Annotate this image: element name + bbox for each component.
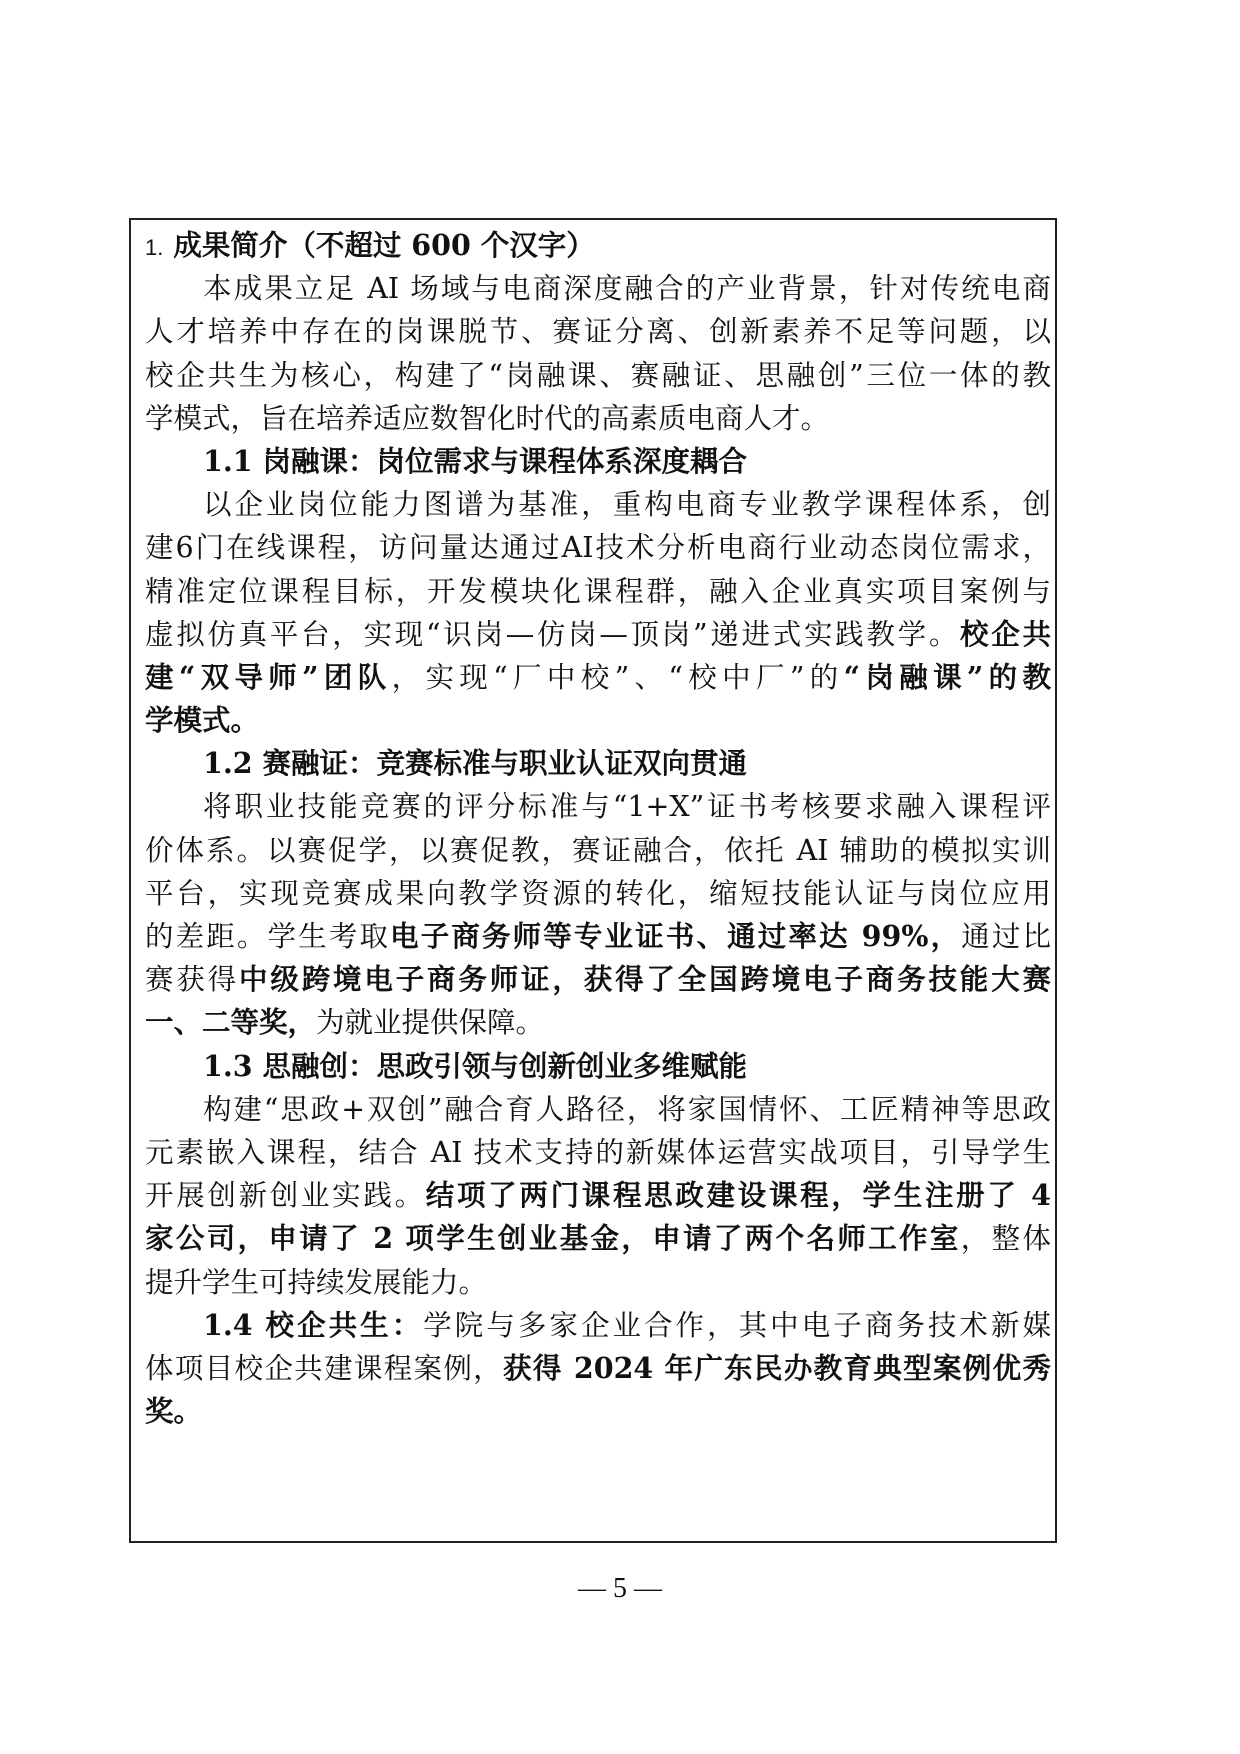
paragraph-line: 校企共生为核心，构建了“岗融课、赛融证、思融创”三位一体的教 [145, 358, 1051, 392]
page-number: — 5 — [578, 1573, 662, 1604]
subsection-heading-1-3: 1.3 思融创：思政引领与创新创业多维赋能 [203, 1048, 748, 1083]
paragraph-line: 平台，实现竞赛成果向教学资源的转化，缩短技能认证与岗位应用 [145, 876, 1051, 910]
document-body [145, 224, 1051, 1433]
section-title: 成果简介（不超过 600 个汉字） [173, 228, 595, 262]
content-frame [129, 218, 1057, 1543]
paragraph-line: 提升学生可持续发展能力。 [145, 1265, 488, 1299]
paragraph-line: 赛获得中级跨境电子商务师证，获得了全国跨境电子商务技能大赛 [145, 962, 1051, 997]
section-number: 1. [145, 235, 164, 260]
paragraph-line: 的差距。学生考取电子商务师等专业证书、通过率达 99%，通过比 [145, 919, 1051, 953]
paragraph-line: 价体系。以赛促学，以赛促教，赛证融合，依托 AI 辅助的模拟实训 [145, 833, 1051, 867]
paragraph-line: 学模式，旨在培养适应数智化时代的高素质电商人才。 [145, 401, 830, 435]
paragraph-line: 体项目校企共建课程案例，获得 2024 年广东民办教育典型案例优秀 [145, 1350, 1051, 1385]
paragraph-line: 人才培养中存在的岗课脱节、赛证分离、创新素养不足等问题，以 [145, 315, 1051, 349]
section-heading [145, 224, 1051, 267]
paragraph-line: 本成果立足 AI 场域与电商深度融合的产业背景，针对传统电商 [203, 272, 1051, 306]
paragraph-line: 建“双导师”团队，实现“厂中校”、“校中厂”的“岗融课”的教 [145, 659, 1051, 694]
paragraph-line: 以企业岗位能力图谱为基准，重构电商专业教学课程体系，创 [203, 488, 1051, 522]
subsection-heading-1-2: 1.2 赛融证：竞赛标准与职业认证双向贯通 [203, 746, 748, 781]
paragraph-line: 一、二等奖，为就业提供保障。 [145, 1005, 545, 1040]
subsection-heading-1-4: 1.4 校企共生：学院与多家企业合作，其中电子商务技术新媒 [203, 1307, 1051, 1342]
paragraph-line: 学模式。 [145, 703, 260, 738]
paragraph-line: 奖。 [145, 1394, 203, 1429]
paragraph-line: 家公司，申请了 2 项学生创业基金，申请了两个名师工作室，整体 [145, 1221, 1051, 1256]
paragraph-line: 开展创新创业实践。结项了两门课程思政建设课程，学生注册了 4 [145, 1178, 1051, 1213]
paragraph-line: 构建“思政+双创”融合育人路径，将家国情怀、工匠精神等思政 [203, 1092, 1051, 1126]
paragraph-line: 精准定位课程目标，开发模块化课程群，融入企业真实项目案例与 [145, 574, 1051, 608]
paragraph-line: 虚拟仿真平台，实现“识岗—仿岗—顶岗”递进式实践教学。校企共 [145, 616, 1051, 651]
paragraph-line: 将职业技能竞赛的评分标准与“1+X”证书考核要求融入课程评 [203, 790, 1051, 824]
paragraph-line: 元素嵌入课程，结合 AI 技术支持的新媒体运营实战项目，引导学生 [145, 1135, 1051, 1169]
subsection-heading-1-1: 1.1 岗融课：岗位需求与课程体系深度耦合 [203, 443, 748, 478]
paragraph-line: 建6门在线课程，访问量达通过AI技术分析电商行业动态岗位需求， [145, 531, 1051, 565]
